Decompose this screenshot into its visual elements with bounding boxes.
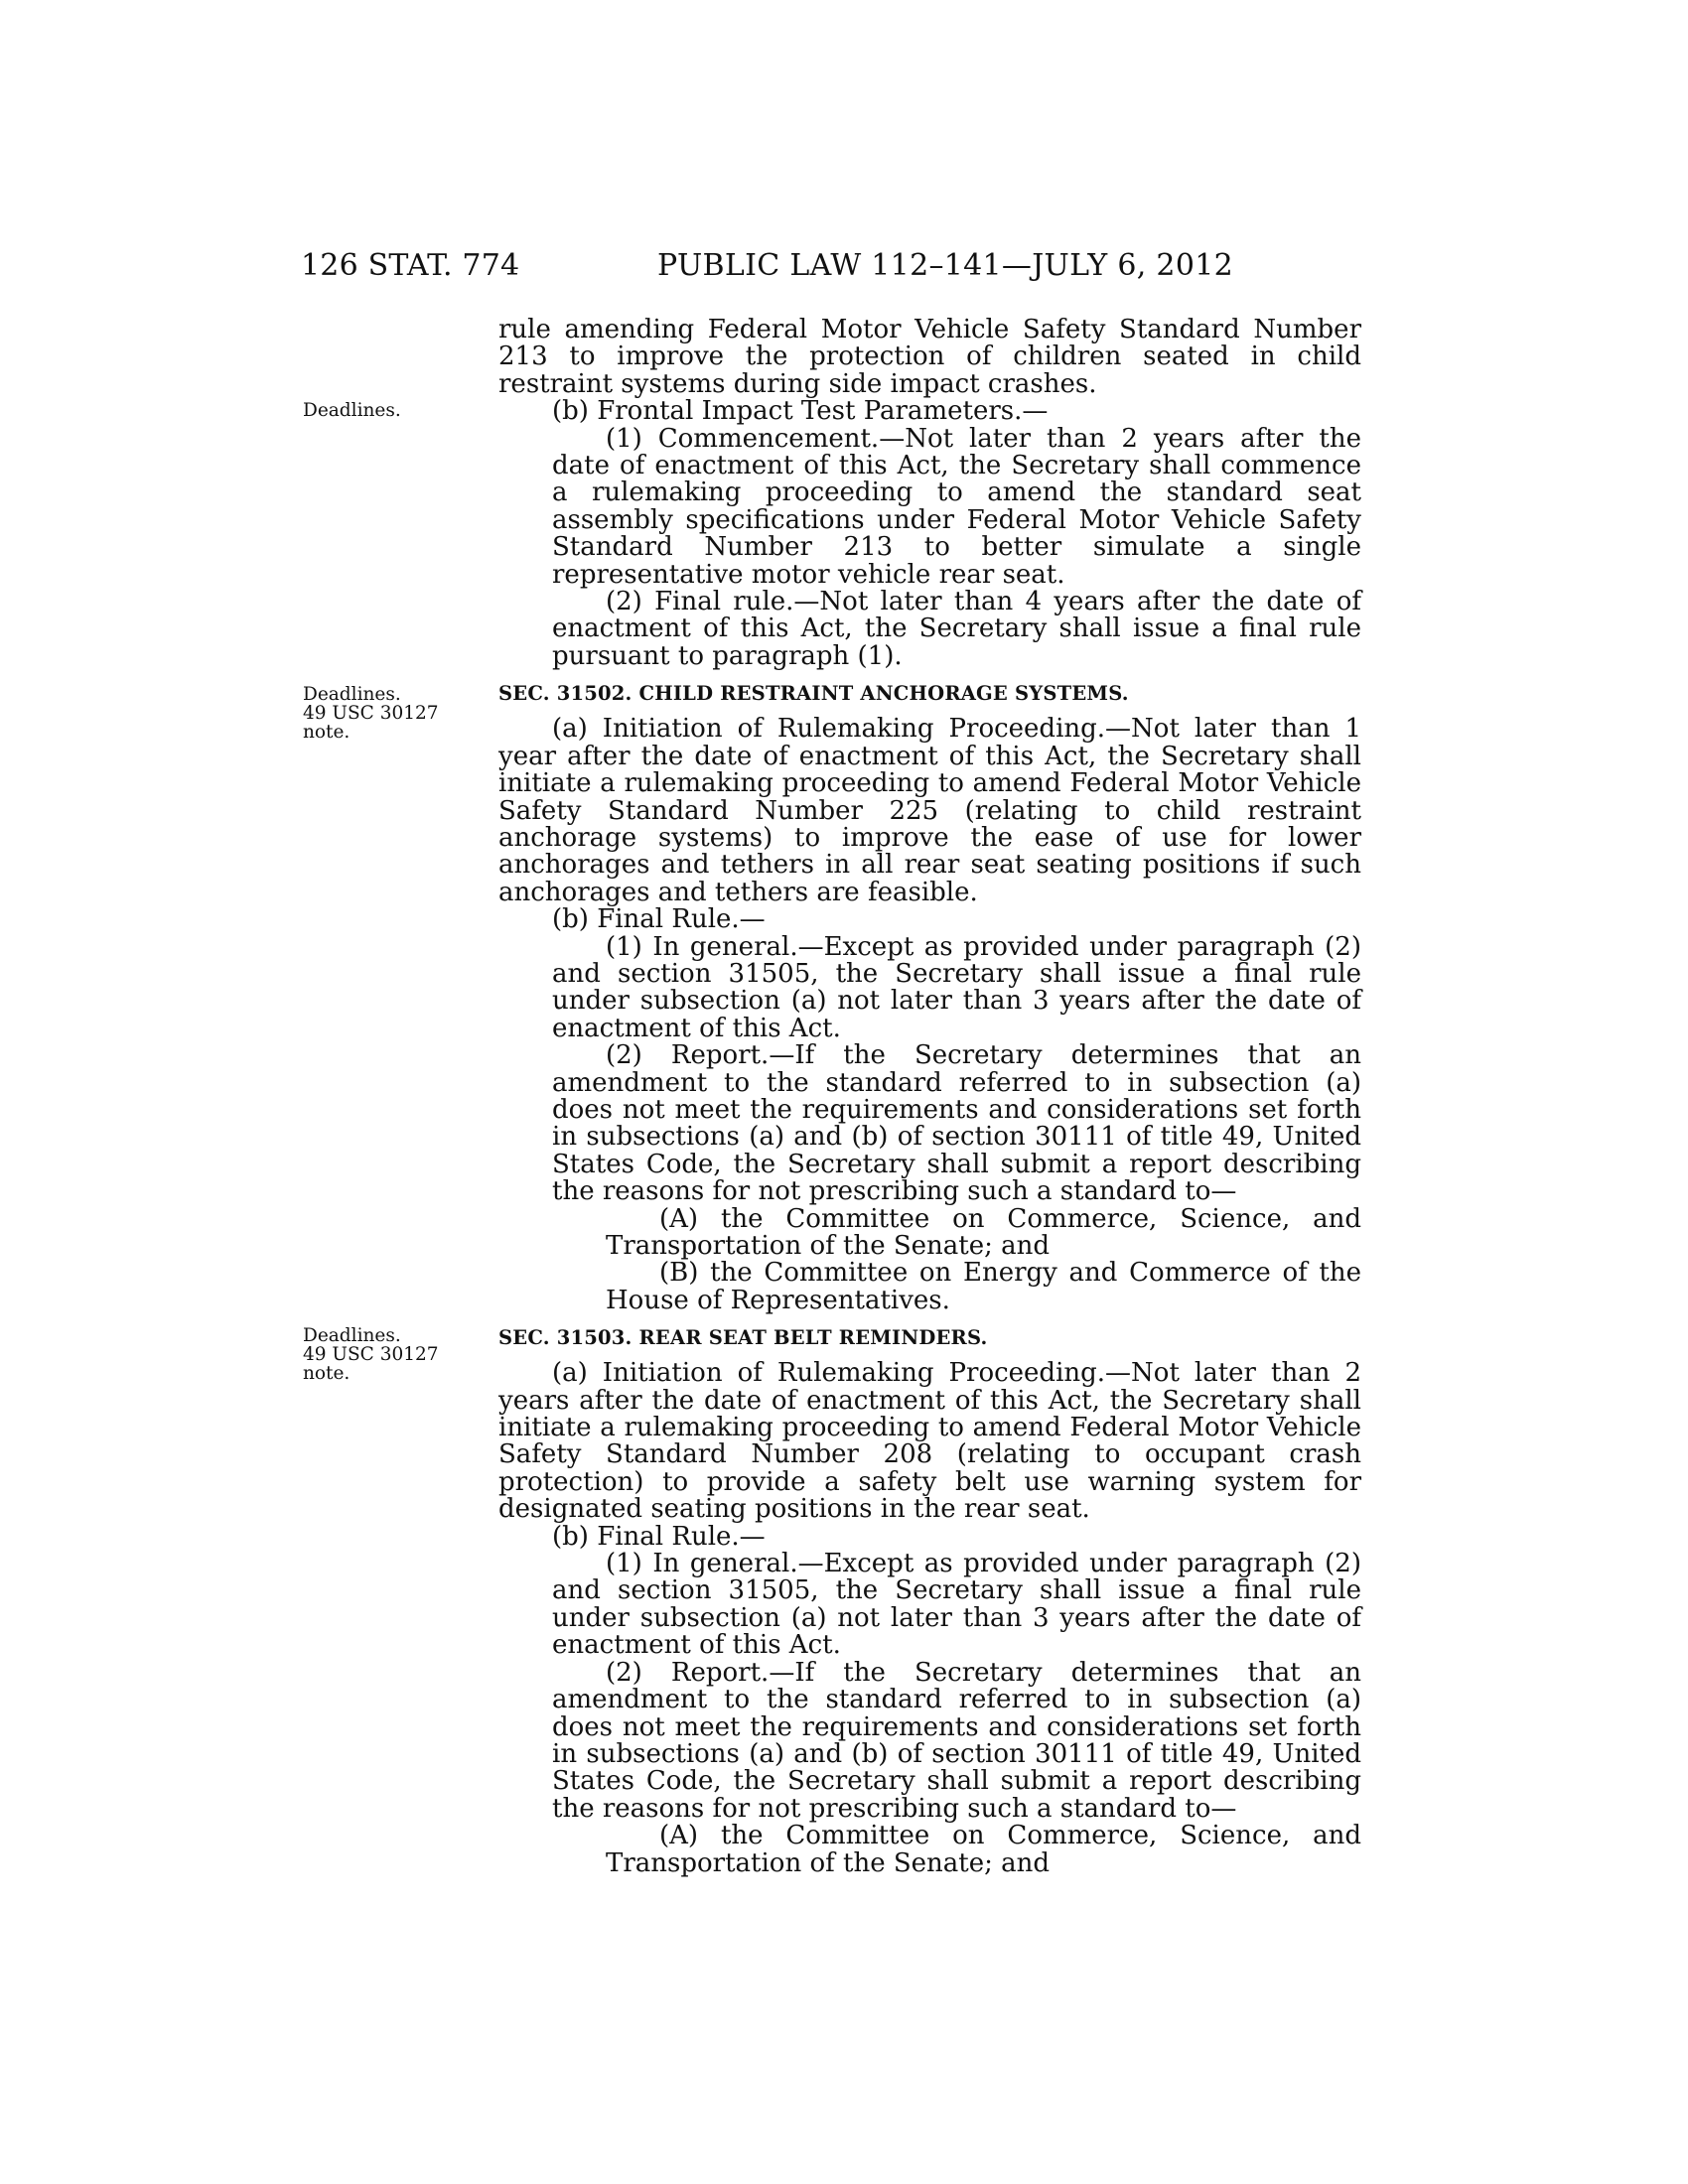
paragraph: (A) the Committee on Commerce, Science, and Transportation of the Senate; and (606, 1821, 1361, 1878)
stat-page-number: 126 STAT. 774 (301, 248, 520, 283)
subsection-heading: (b) Frontal Impact Test Parameters.— (552, 396, 1049, 427)
paragraph: (2) Report.—If the Secretary determines that an amendment to the standard referred to in subsection (a) does not meet the requirements and considerations set forth in subsections (a) and (b) of section 30111 of title 49, United States Code, the Secretary shall submit a report describing the reasons for not prescribing such a standard to— (552, 1657, 1361, 1824)
margin-note-line: Deadlines. (303, 1325, 401, 1346)
margin-note-line: note. (303, 1363, 351, 1384)
paragraph: (A) the Committee on Commerce, Science, and Transportation of the Senate; and (606, 1203, 1361, 1261)
running-header: PUBLIC LAW 112–141—JULY 6, 2012 (657, 248, 1233, 283)
margin-note-line: note. (303, 722, 351, 743)
margin-note-2 (303, 685, 439, 742)
paragraph: rule amending Federal Motor Vehicle Safety Standard Number 213 to improve the protection of children seated in child restraint systems during side impact crashes. (498, 315, 1361, 399)
margin-note-line: 49 USC 30127 (303, 1344, 439, 1365)
margin-note-line: Deadlines. (303, 684, 401, 705)
subsection-heading: (b) Final Rule.— (552, 1521, 766, 1552)
section-heading: SEC. 31503. REAR SEAT BELT REMINDERS. (498, 1326, 988, 1350)
paragraph: (a) Initiation of Rulemaking Proceeding.—Not later than 1 year after the date of enactment of this Act, the Secretary shall initiate a rulemaking proceeding to amend Federal Motor Vehicle Safety Standard Number 225 (relating to child restraint anchorage systems) to improve the ease of use for lower anchorages and tethers in all rear seat seating positions if such anchorages and tethers are feasible. (498, 714, 1361, 907)
paragraph: (2) Final rule.—Not later than 4 years after the date of enactment of this Act, the Secretary shall issue a final rule pursuant to paragraph (1). (552, 587, 1361, 671)
margin-note-line: Deadlines. (303, 400, 401, 421)
margin-note-1 (303, 401, 401, 420)
margin-note-line: 49 USC 30127 (303, 703, 439, 724)
paragraph: (a) Initiation of Rulemaking Proceeding.—Not later than 2 years after the date of enactment of this Act, the Secretary shall initiate a rulemaking proceeding to amend Federal Motor Vehicle Safety Standard Number 208 (relating to occupant crash protection) to provide a safety belt use warning system for designated seating positions in the rear seat. (498, 1358, 1361, 1525)
paragraph: (1) In general.—Except as provided under paragraph (2) and section 31505, the Secretary shall issue a final rule under subsection (a) not later than 3 years after the date of enactment of this Act. (552, 931, 1361, 1043)
margin-note-3 (303, 1326, 439, 1383)
paragraph: (1) In general.—Except as provided under paragraph (2) and section 31505, the Secretary shall issue a final rule under subsection (a) not later than 3 years after the date of enactment of this Act. (552, 1549, 1361, 1661)
subsection-heading: (b) Final Rule.— (552, 904, 766, 935)
paragraph: (1) Commencement.—Not later than 2 years after the date of enactment of this Act, the Secretary shall commence a rulemaking proceeding to amend the standard seat assembly specifications under Federal Motor Vehicle Safety Standard Number 213 to better simulate a single representative motor vehicle rear seat. (552, 423, 1361, 590)
section-heading: SEC. 31502. CHILD RESTRAINT ANCHORAGE SYSTEMS. (498, 682, 1129, 706)
paragraph: (B) the Committee on Energy and Commerce of the House of Representatives. (606, 1258, 1361, 1315)
statute-text (498, 317, 1361, 1877)
paragraph: (2) Report.—If the Secretary determines that an amendment to the standard referred to in subsection (a) does not meet the requirements and considerations set forth in subsections (a) and (b) of section 30111 of title 49, United States Code, the Secretary shall submit a report describing the reasons for not prescribing such a standard to— (552, 1040, 1361, 1207)
